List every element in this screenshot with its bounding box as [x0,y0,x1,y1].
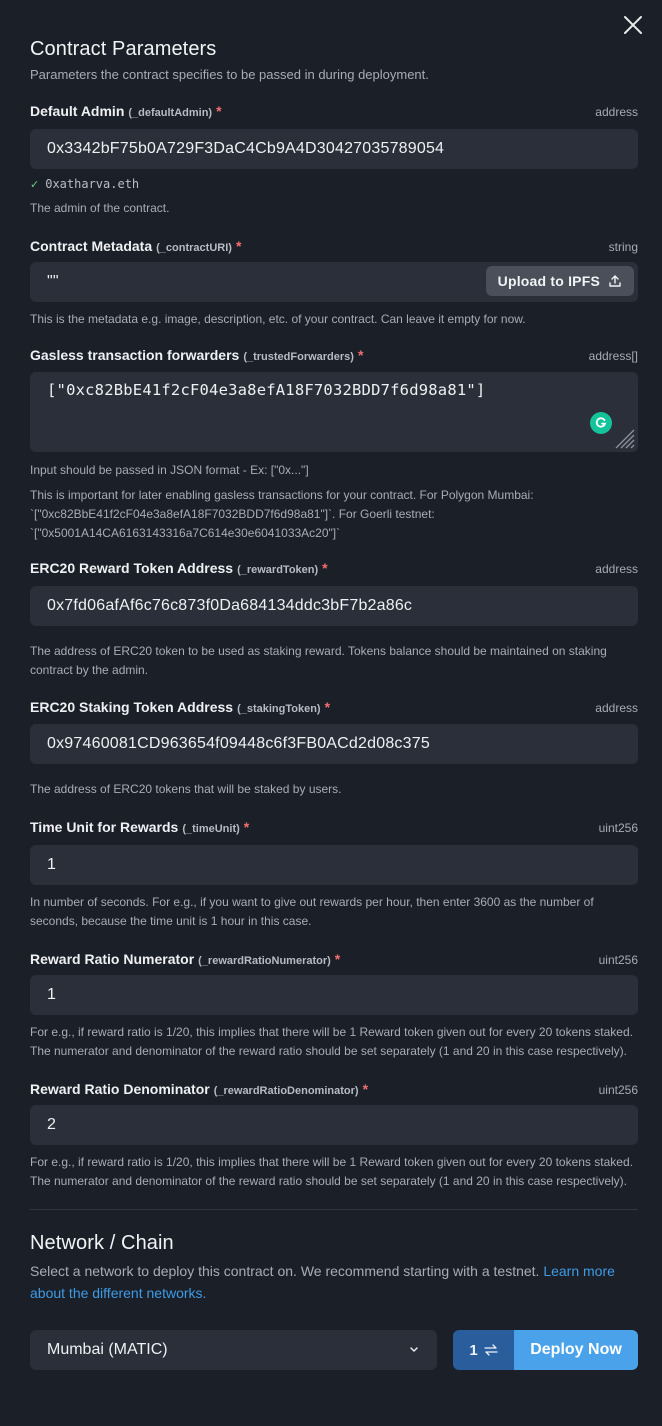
required-mark: * [334,951,341,967]
field-reward-ratio-denominator [30,1081,638,1191]
type-badge: string [608,240,638,254]
transaction-count: 1 [469,1341,478,1359]
param-name: (_defaultAdmin) [128,107,213,119]
close-button[interactable] [622,14,644,36]
section-subtitle: Parameters the contract specifies to be passed in during deployment. [30,67,429,82]
field-label: Reward Ratio Denominator (_rewardRatioDenominator) * [30,1081,369,1097]
field-label: ERC20 Staking Token Address (_stakingToken) * [30,699,331,715]
deploy-form [30,36,638,1370]
textarea-value: ["0xc82BbE41f2cF04e3a8efA18F7032BDD7f6d98a81"] [47,381,486,399]
field-staking-token [30,699,638,799]
field-default-admin [30,103,638,218]
param-name: (_timeUnit) [182,823,240,835]
network-subtitle: Select a network to deploy this contract on. We recommend starting with a testnet. Learn more about the different networks. [30,1263,615,1301]
time-unit-input[interactable]: 1 [30,845,638,885]
required-mark: * [324,699,331,715]
type-badge: address [595,701,638,715]
helper-text: This is the metadata e.g. image, description, etc. of your contract. Can leave it empty for now. [30,312,526,326]
network-title: Network / Chain [30,1232,174,1254]
param-name: (_stakingToken) [237,703,321,715]
field-reward-token [30,560,638,680]
type-badge: uint256 [598,821,638,835]
required-mark: * [322,560,328,576]
section-divider [30,1209,638,1210]
helper-text: Input should be passed in JSON format - Ex: ["0x..."] [30,463,309,477]
transaction-count-button[interactable] [453,1330,514,1370]
required-mark: * [243,819,250,835]
chevron-down-icon [408,1346,420,1354]
trusted-forwarders-textarea[interactable] [30,372,638,452]
type-badge: address[] [588,349,638,363]
field-trusted-forwarders [30,347,638,543]
deploy-now-button[interactable]: Deploy Now [514,1330,638,1370]
resize-handle-icon[interactable] [610,424,636,450]
staking-token-input[interactable]: 0x97460081CD963654f09448c6f3FB0ACd2d08c375 [30,724,638,764]
param-name: (_trustedForwarders) [243,351,354,363]
contract-metadata-input[interactable] [30,262,638,302]
field-label: Time Unit for Rewards (_timeUnit) * [30,819,250,835]
learn-more-link[interactable]: Learn more about the different networks. [30,1263,615,1301]
field-reward-ratio-numerator [30,951,638,1061]
upload-icon [608,274,622,288]
required-mark: * [235,238,242,254]
helper-text-detail: This is important for later enabling gasless transactions for your contract. For Polygon Mumbai: `["0xc82BbE41f2cF04e3a8efA18F7032BDD7f6d98a81"]`. For Goerli testnet: `["0x5001A14CA6163143316a7C614e30e6041033Ac20"]` [30,488,534,540]
helper-text: The address of ERC20 tokens that will be staked by users. [30,782,342,796]
helper-text: For e.g., if reward ratio is 1/20, this implies that there will be 1 Reward token given out for every 20 tokens staked. The numerator and denominator of the reward ratio should be set separately (1 and 20 in this case respectively). [30,1025,633,1058]
helper-text: The admin of the contract. [30,201,170,215]
default-admin-input[interactable]: 0x3342bF75b0A729F3DaC4Cb9A4D30427035789054 [30,129,638,169]
type-badge: uint256 [598,953,638,967]
field-time-unit [30,819,638,931]
grammarly-icon[interactable] [590,412,612,434]
swap-arrows-icon [484,1344,498,1356]
param-name: (_rewardRatioNumerator) [198,955,331,967]
deploy-row [30,1330,638,1370]
type-badge: address [595,105,638,119]
reward-ratio-denominator-input[interactable]: 2 [30,1105,638,1145]
field-label: Contract Metadata (_contractURI) * [30,238,242,254]
check-icon: ✓ [30,177,40,191]
reward-ratio-numerator-input[interactable]: 1 [30,975,638,1015]
required-mark: * [362,1081,369,1097]
reward-token-input[interactable]: 0x7fd06afAf6c76c873f0Da684134ddc3bF7b2a86c [30,586,638,626]
input-value: "" [47,273,59,290]
network-select[interactable] [30,1330,437,1370]
upload-to-ipfs-button[interactable] [486,266,634,296]
deploy-button-group [453,1330,638,1370]
required-mark: * [357,347,364,363]
network-selected-value: Mumbai (MATIC) [47,1341,168,1358]
field-label: ERC20 Reward Token Address (_rewardToken) * [30,560,328,576]
section-title: Contract Parameters [30,38,217,60]
close-icon [622,14,644,36]
helper-text: The address of ERC20 token to be used as staking reward. Tokens balance should be maintained on staking contract by the admin. [30,644,607,677]
type-badge: address [595,562,638,576]
field-label: Gasless transaction forwarders (_trustedForwarders) * [30,347,364,363]
helper-text: In number of seconds. For e.g., if you want to give out rewards per hour, then enter 3600 as the number of seconds, because the time unit is 1 hour in this case. [30,895,594,928]
field-label: Default Admin (_defaultAdmin) * [30,103,222,119]
param-name: (_rewardToken) [237,564,319,576]
ens-resolution: ✓ 0xatharva.eth [30,177,140,191]
param-name: (_rewardRatioDenominator) [213,1085,359,1097]
button-label: Upload to IPFS [497,273,600,289]
required-mark: * [216,103,222,119]
param-name: (_contractURI) [156,242,232,254]
helper-text: For e.g., if reward ratio is 1/20, this implies that there will be 1 Reward token given out for every 20 tokens staked. The numerator and denominator of the reward ratio should be set separately (1 and 20 in this case respectively). [30,1155,633,1188]
field-contract-metadata [30,238,638,329]
type-badge: uint256 [598,1083,638,1097]
field-label: Reward Ratio Numerator (_rewardRatioNumerator) * [30,951,341,967]
